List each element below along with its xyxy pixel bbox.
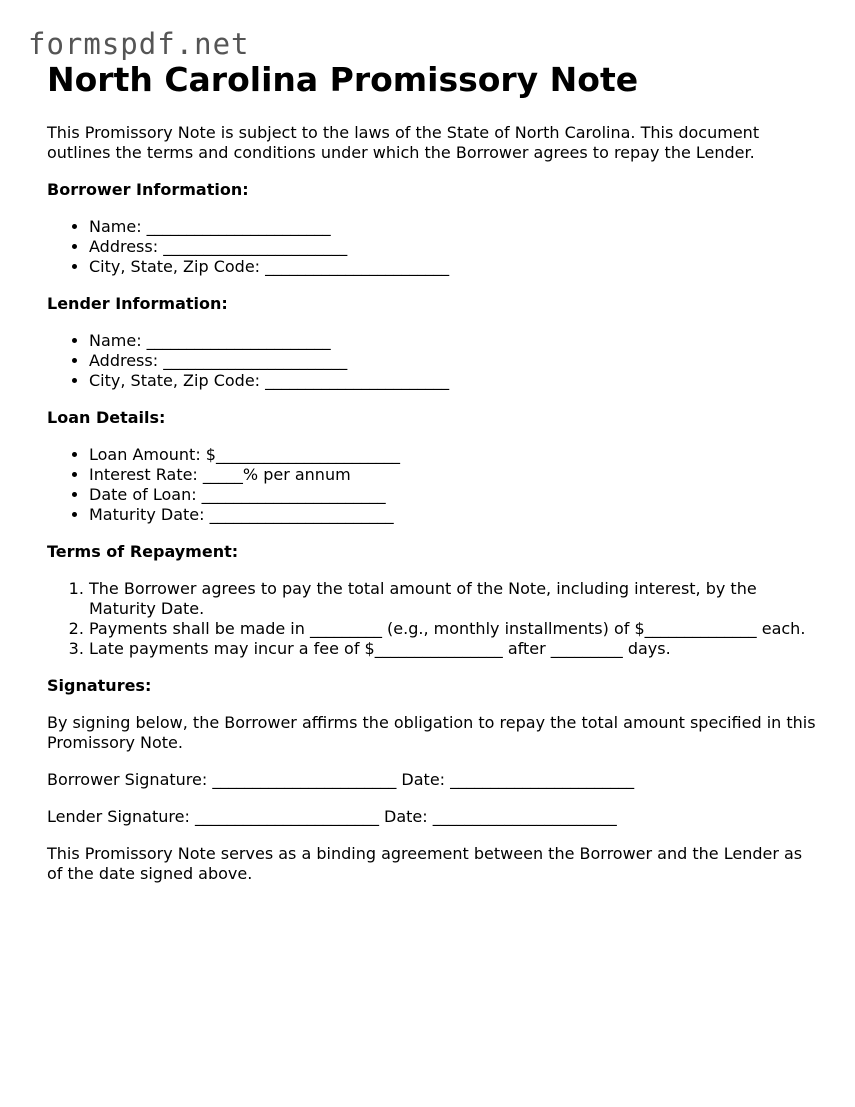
lender-name-field: • Name: _______________________ [89,331,817,351]
loan-heading: Loan Details: [47,408,166,427]
lender-address-field: • Address: _______________________ [89,351,817,371]
loan-list [47,445,817,525]
repayment-term-1: 1. The Borrower agrees to pay the total amount of the Note, including interest, by the Maturity Date. [89,579,817,619]
maturity-date-field: • Maturity Date: _______________________ [89,505,817,525]
lender-list [47,331,817,391]
borrower-heading: Borrower Information: [47,180,249,199]
document-body [47,58,817,884]
intro-paragraph: This Promissory Note is subject to the laws of the State of North Carolina. This document outlines the terms and conditions under which the Borrower agrees to repay the Lender. [47,123,760,162]
borrower-address-field: • Address: _______________________ [89,237,817,257]
borrower-list [47,217,817,277]
repayment-list [47,579,817,659]
borrower-city-field: • City, State, Zip Code: _______________________ [89,257,817,277]
borrower-name-field: • Name: _______________________ [89,217,817,237]
signatures-paragraph: By signing below, the Borrower affirms the obligation to repay the total amount specified in this Promissory Note. [47,713,816,752]
repayment-term-2: 2. Payments shall be made in _________ (e.g., monthly installments) of $______________ each. [89,619,817,639]
signatures-heading: Signatures: [47,676,152,695]
repayment-heading: Terms of Repayment: [47,542,239,561]
lender-city-field: • City, State, Zip Code: _______________________ [89,371,817,391]
repayment-term-3: 3. Late payments may incur a fee of $________________ after _________ days. [89,639,817,659]
borrower-signature-line: Borrower Signature: _______________________ Date: _______________________ [47,770,635,789]
lender-signature-line: Lender Signature: _______________________ Date: _______________________ [47,807,617,826]
interest-rate-field: • Interest Rate: _____% per annum [89,465,817,485]
loan-date-field: • Date of Loan: _______________________ [89,485,817,505]
page-title: North Carolina Promissory Note [47,60,639,99]
loan-amount-field: • Loan Amount: $_______________________ [89,445,817,465]
lender-heading: Lender Information: [47,294,228,313]
watermark: formspdf.net [28,27,250,61]
closing-paragraph: This Promissory Note serves as a binding agreement between the Borrower and the Lender as of the date signed above. [47,844,803,883]
